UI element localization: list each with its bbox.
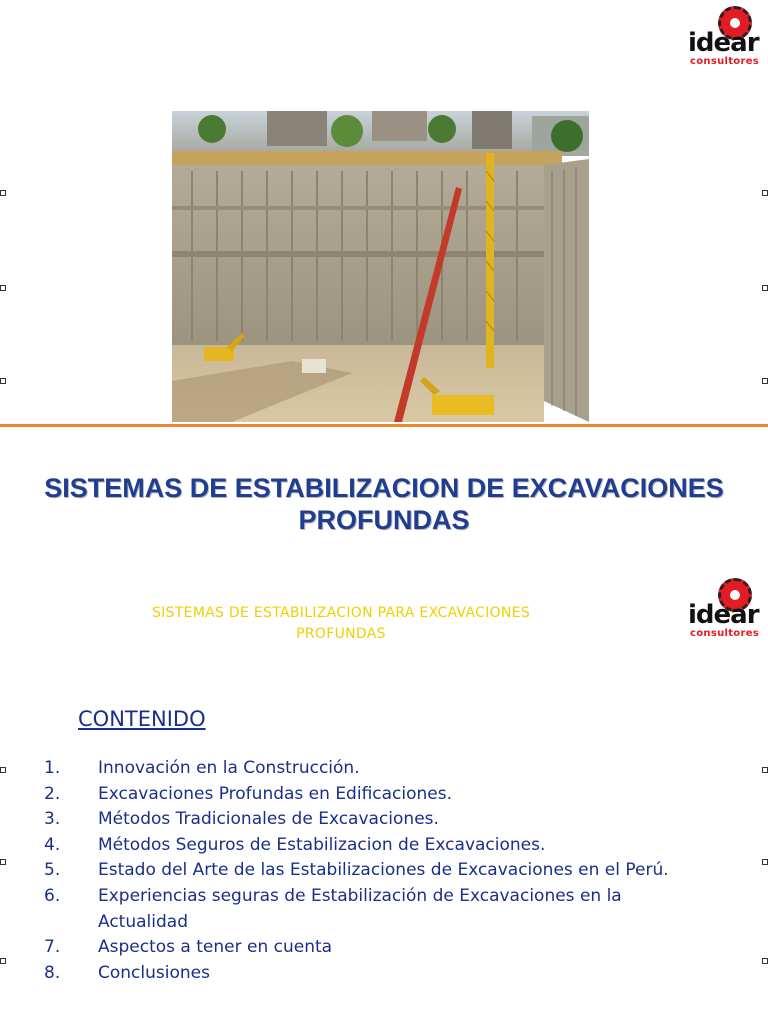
list-item [44, 884, 704, 935]
item-text: Experiencias seguras de Estabilización de Excavaciones en la Actualidad [98, 885, 622, 932]
slide-1 [0, 0, 768, 428]
logo-sub: consultores [690, 628, 760, 639]
item-text: Métodos Tradicionales de Excavaciones. [98, 809, 439, 830]
idear-logo [688, 6, 768, 68]
slide-2 [0, 428, 768, 1024]
item-text: Innovación en la Construcción. [98, 758, 360, 778]
edge-bullet-icon [0, 285, 6, 291]
edge-bullet-icon [762, 190, 768, 196]
subtitle-line-1: SISTEMAS DE ESTABILIZACION PARA EXCAVACIONES [151, 605, 531, 621]
edge-bullet-icon [762, 285, 768, 291]
divider-rule [0, 424, 768, 427]
subtitle-line-2: PROFUNDAS [296, 626, 386, 642]
item-text: Excavaciones Profundas en Edificaciones. [98, 783, 453, 804]
item-number: 7. [44, 937, 61, 958]
logo-word: idear [688, 28, 759, 58]
item-number: 2. [44, 783, 61, 804]
edge-bullet-icon [0, 958, 6, 964]
subtitle [110, 603, 572, 645]
item-text: Estado del Arte de las Estabilizaciones de Excavaciones en el Perú. [98, 860, 669, 881]
list-item [44, 858, 704, 884]
contents-list [44, 756, 704, 986]
page-title [0, 472, 768, 536]
list-item [44, 833, 704, 859]
logo-word: idear [688, 600, 759, 630]
item-number: 5. [44, 860, 61, 881]
item-number: 1. [44, 758, 61, 778]
edge-bullet-icon [0, 859, 6, 865]
edge-bullet-icon [762, 859, 768, 865]
edge-bullet-icon [762, 767, 768, 773]
item-text: Conclusiones [98, 962, 210, 983]
item-text: Métodos Seguros de Estabilizacion de Excavaciones. [98, 834, 546, 855]
edge-bullet-icon [762, 378, 768, 384]
edge-bullet-icon [762, 958, 768, 964]
list-item [44, 807, 704, 833]
logo-sub: consultores [690, 56, 760, 67]
edge-bullet-icon [0, 378, 6, 384]
item-number: 3. [44, 809, 61, 830]
item-number: 8. [44, 962, 61, 983]
list-item [44, 961, 704, 987]
title-line-2: PROFUNDAS [298, 505, 470, 535]
item-text: Aspectos a tener en cuenta [98, 937, 333, 958]
list-item [44, 756, 704, 782]
contents-heading: CONTENIDO [78, 707, 206, 731]
excavation-photo [172, 111, 589, 422]
item-number: 4. [44, 834, 61, 855]
list-item [44, 782, 704, 808]
title-line-1: SISTEMAS DE ESTABILIZACION DE EXCAVACIONES [44, 473, 724, 503]
edge-bullet-icon [0, 767, 6, 773]
list-item [44, 935, 704, 961]
idear-logo [688, 578, 768, 640]
edge-bullet-icon [0, 190, 6, 196]
item-number: 6. [44, 885, 61, 906]
